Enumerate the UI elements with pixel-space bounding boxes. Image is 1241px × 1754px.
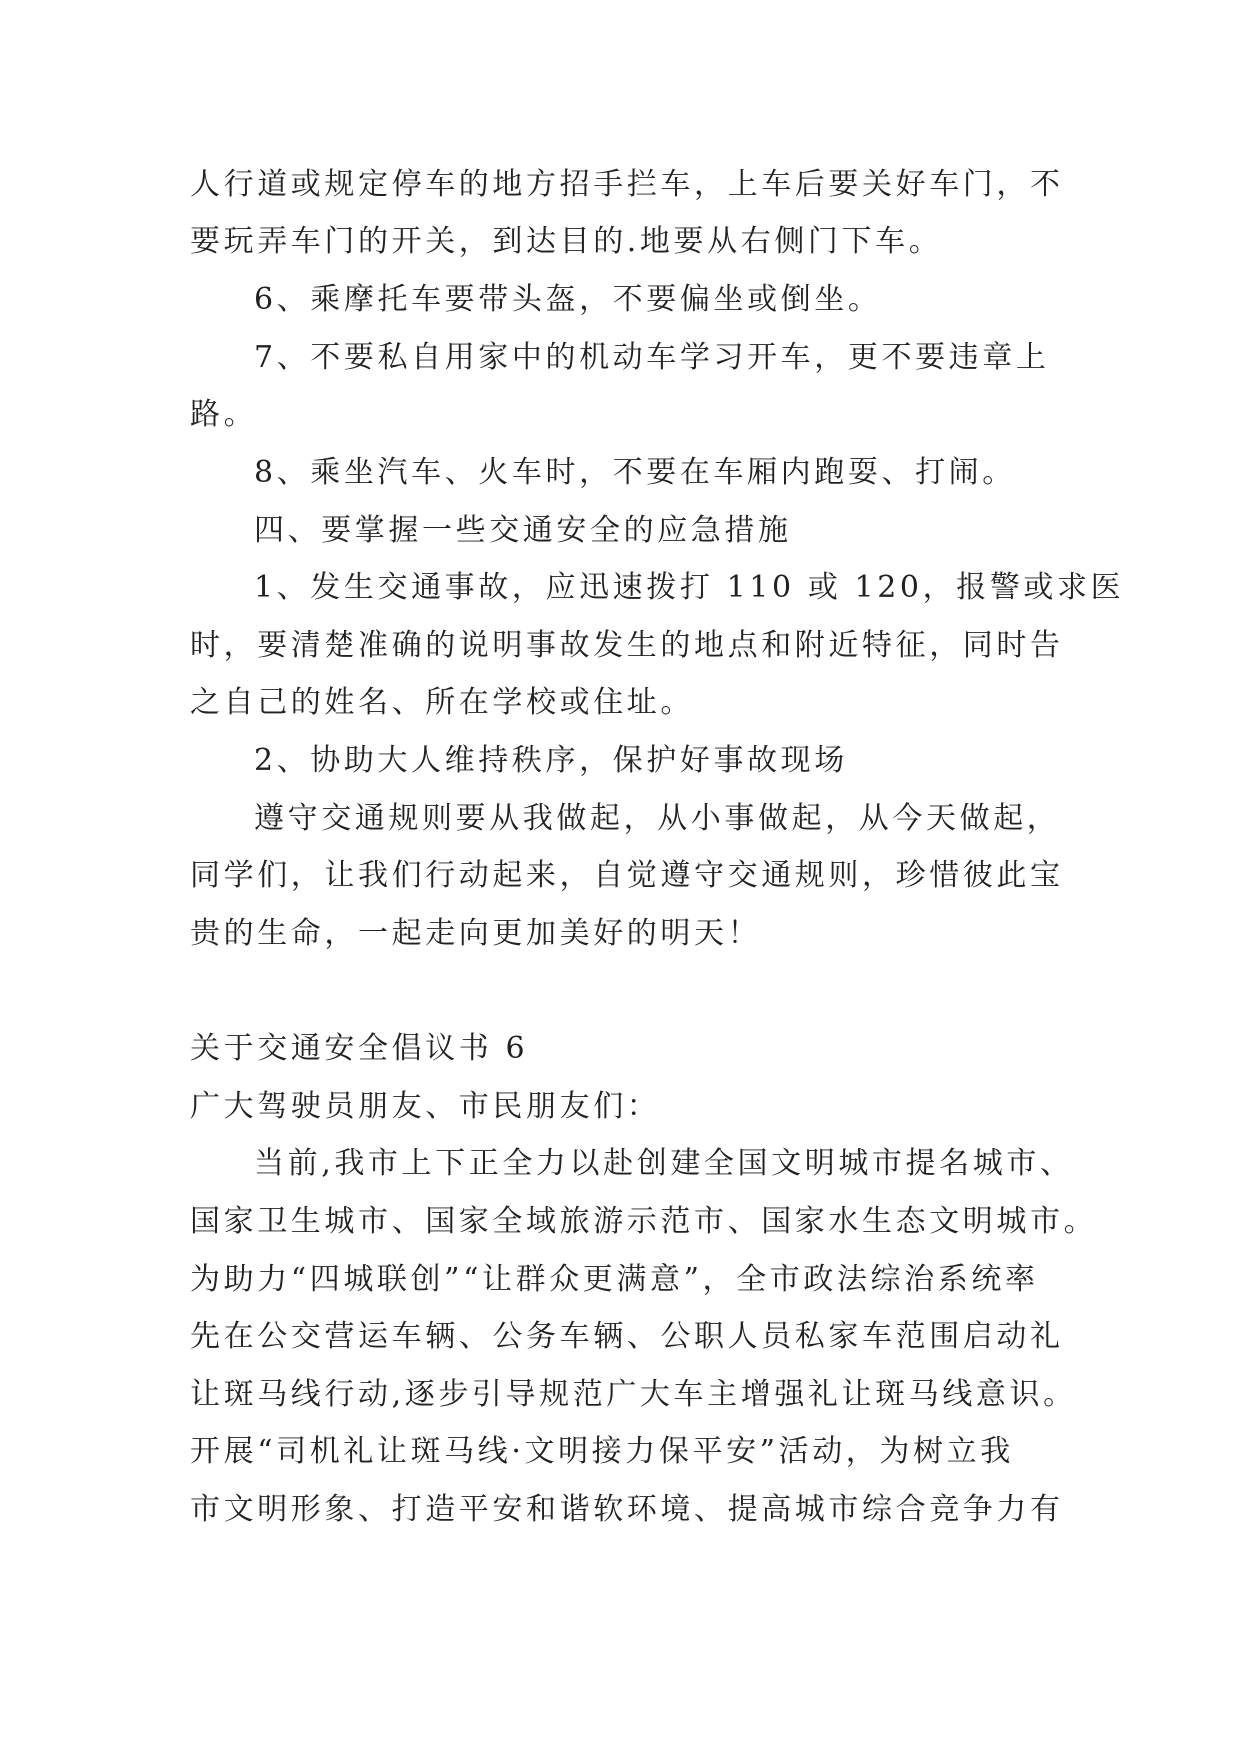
paragraph-line: 国家卫生城市、国家全域旅游示范市、国家水生态文明城市。 <box>190 1204 1098 1239</box>
paragraph-line: 当前,我市上下正全力以赴创建全国文明城市提名城市、 <box>254 1146 1074 1181</box>
paragraph-line: 时，要清楚准确的说明事故发生的地点和附近特征，同时告 <box>190 628 1064 663</box>
paragraph-line: 同学们，让我们行动起来，自觉遵守交通规则，珍惜彼此宝 <box>190 858 1064 893</box>
section-heading: 四、要掌握一些交通安全的应急措施 <box>254 513 792 548</box>
paragraph-line: 先在公交营运车辆、公务车辆、公职人员私家车范围启动礼 <box>190 1319 1064 1354</box>
paragraph-line: 之自己的姓名、所在学校或住址。 <box>190 685 694 720</box>
paragraph-line: 遵守交通规则要从我做起，从小事做起，从今天做起， <box>254 801 1061 836</box>
list-item-2: 2、协助大人维持秩序，保护好事故现场 <box>254 743 848 778</box>
paragraph-line: 为助力“四城联创”“让群众更满意”，全市政法综治系统率 <box>190 1262 1039 1297</box>
list-item-1: 1、发生交通事故，应迅速拨打 110 或 120，报警或求医 <box>254 570 1125 605</box>
paragraph-line: 开展“司机礼让斑马线·文明接力保平安”活动，为树立我 <box>190 1434 1014 1469</box>
paragraph-line: 让斑马线行动,逐步引导规范广大车主增强礼让斑马线意识。 <box>190 1377 1077 1412</box>
document-title: 关于交通安全倡议书 6 <box>190 1031 529 1066</box>
list-item-7: 7、不要私自用家中的机动车学习开车，更不要违章上 <box>254 340 1050 375</box>
list-item-8: 8、乘坐汽车、火车时，不要在车厢内跑耍、打闹。 <box>254 455 1016 490</box>
salutation: 广大驾驶员朋友、市民朋友们： <box>190 1089 661 1124</box>
paragraph-line: 要玩弄车门的开关，到达目的.地要从右侧门下车。 <box>190 224 943 259</box>
paragraph-line: 人行道或规定停车的地方招手拦车，上车后要关好车门，不 <box>190 167 1064 202</box>
paragraph-line: 市文明形象、打造平安和谐软环境、提高城市综合竞争力有 <box>190 1492 1064 1527</box>
paragraph-line: 路。 <box>190 397 258 432</box>
paragraph-line: 贵的生命，一起走向更加美好的明天！ <box>190 916 762 951</box>
list-item-6: 6、乘摩托车要带头盔，不要偏坐或倒坐。 <box>254 282 882 317</box>
